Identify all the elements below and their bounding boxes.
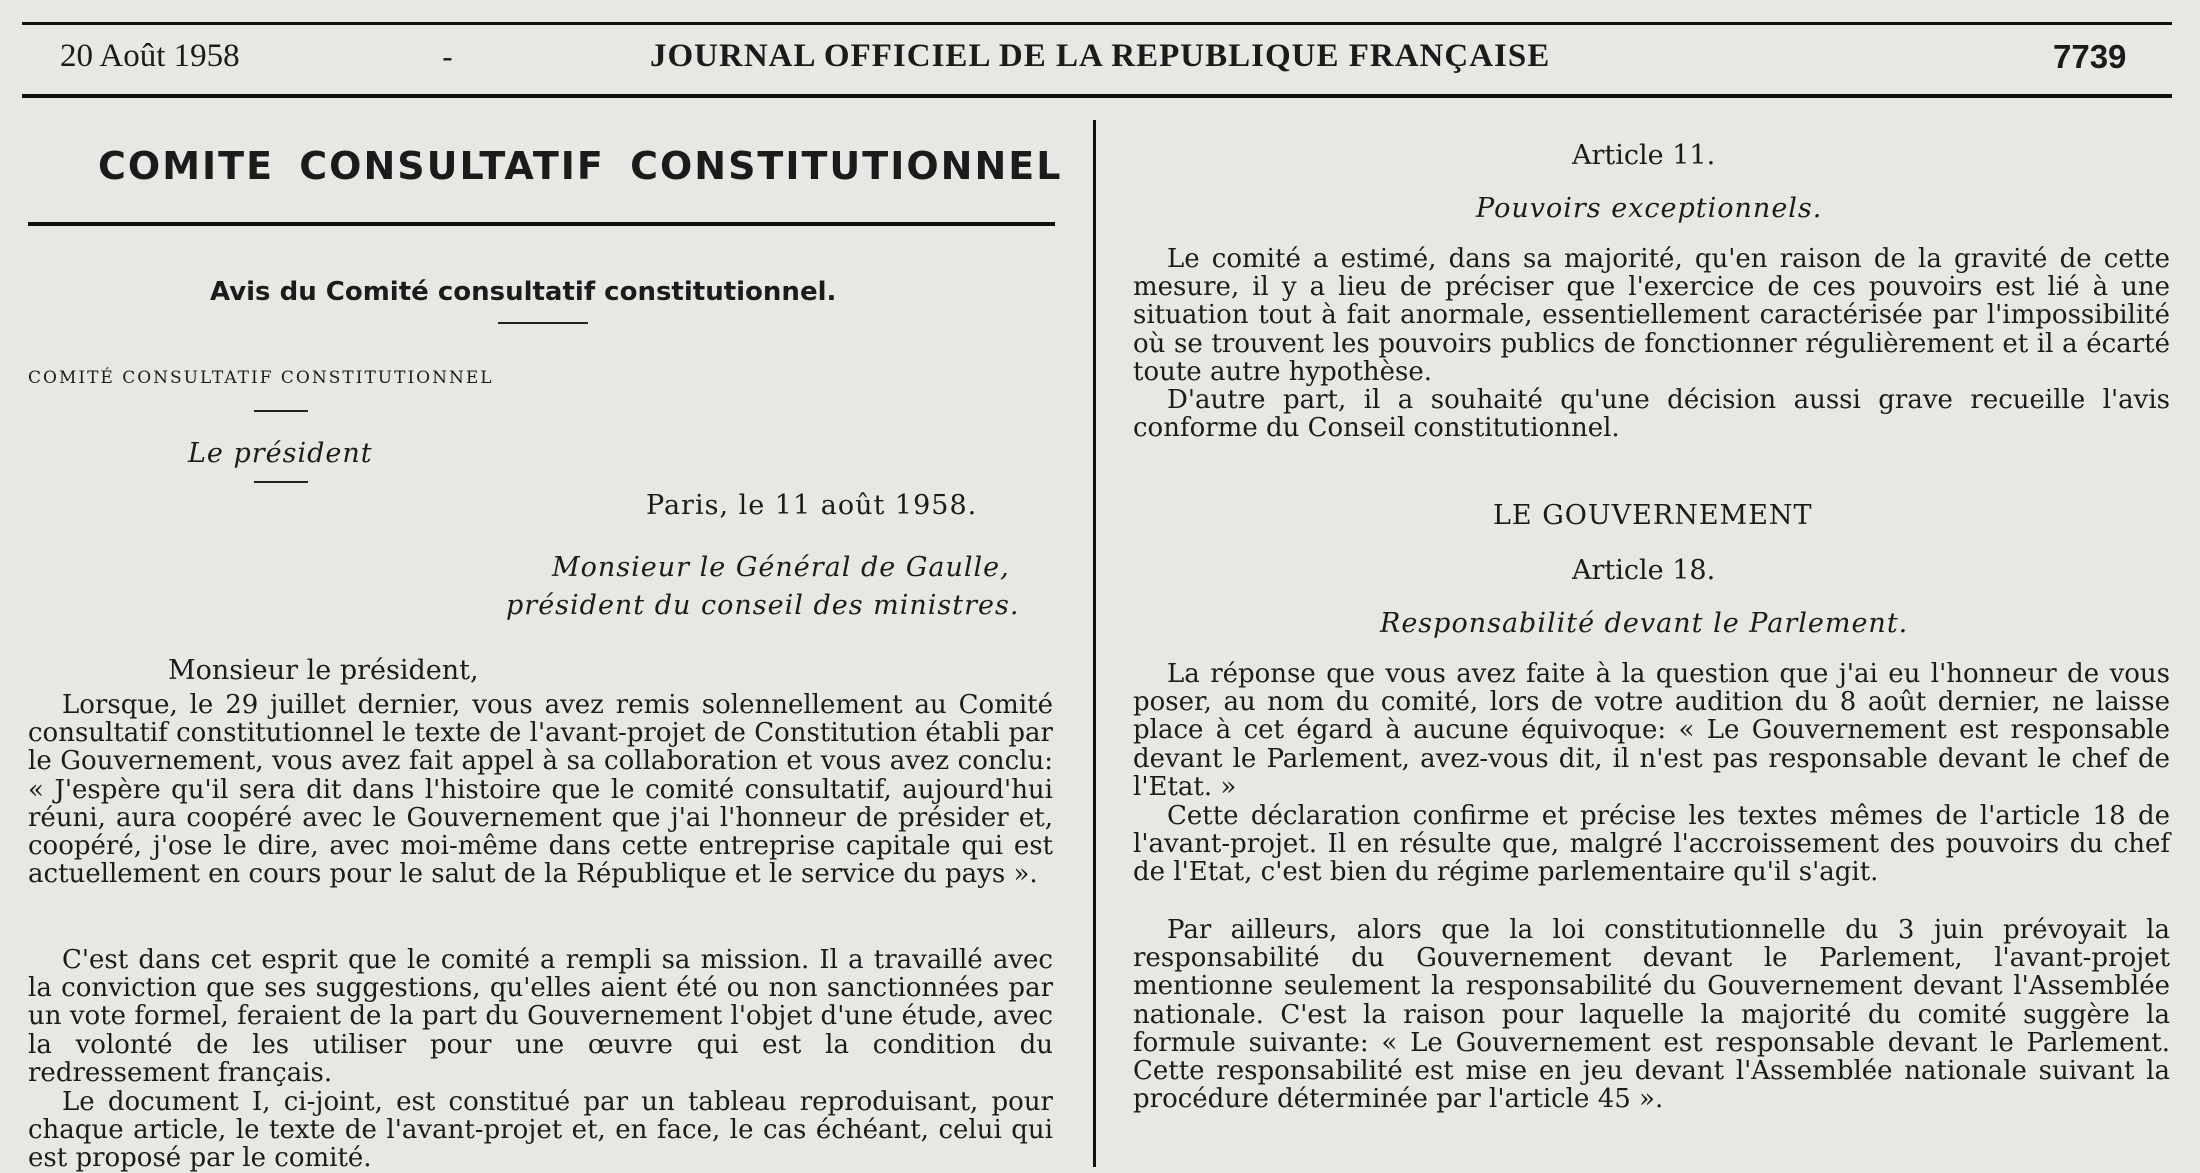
article-18-paragraph-3: Par ailleurs, alors que la loi constitutionnelle du 3 juin prévoyait la responsabilité du Gouvernement devant le Parlement, l'avant-projet mentionne seulement la responsabilité du Gouvernement devant l'Assemblée nationale. C'est la raison pour laquelle la majorité du comité suggère la formule suivante: « Le Gouvernement est responsable devant le Parlement. Cette responsabilité est mise en jeu devant l'Assemblée nationale suivant la procédure déterminée par l'article 45 ». bbox=[1133, 915, 2170, 1115]
avis-separator bbox=[498, 322, 588, 324]
letter-paragraph-2: C'est dans cet esprit que le comité a rempli sa mission. Il a travaillé avec la conviction que ses suggestions, qu'elles aient été ou non sanctionnées par un vote formel, feraient de la part du Gouvernement l'objet d'une étude, avec la volonté de les utiliser pour une œuvre qui est la condition du redressement français. bbox=[28, 945, 1053, 1088]
avis-title: Avis du Comité consultatif constitutionnel. bbox=[210, 277, 837, 307]
article-11-subtitle: Pouvoirs exceptionnels. bbox=[1476, 193, 1823, 224]
sender-separator bbox=[254, 410, 308, 412]
header-date: 20 Août 1958 bbox=[60, 38, 240, 74]
header-top-rule bbox=[22, 22, 2172, 25]
place-date: Paris, le 11 août 1958. bbox=[646, 490, 978, 521]
role-separator bbox=[254, 481, 308, 483]
article-18-heading: Article 18. bbox=[1572, 555, 1716, 586]
sender: COMITÉ CONSULTATIF CONSTITUTIONNEL bbox=[28, 368, 494, 388]
header-dash: - bbox=[442, 38, 453, 76]
section-heading: LE GOUVERNEMENT bbox=[1493, 500, 1813, 531]
column-divider bbox=[1093, 120, 1096, 1167]
committee-heading-rule bbox=[28, 222, 1055, 226]
header-bottom-rule bbox=[22, 94, 2172, 98]
article-18-paragraph-1: La réponse que vous avez faite à la question que j'ai eu l'honneur de vous poser, au nom du comité, lors de votre audition du 8 août dernier, ne laisse place à cet égard à aucune équivoque: « Le Gouvernement est responsable devant le Parlement, avez-vous dit, il n'est pas responsable devant le chef de l'Etat. » bbox=[1133, 659, 2170, 802]
addressee-line-1: Monsieur le Général de Gaulle, bbox=[552, 552, 1010, 583]
page-number: 7739 bbox=[2053, 38, 2127, 75]
journal-title: JOURNAL OFFICIEL DE LA REPUBLIQUE FRANÇAISE bbox=[650, 38, 1551, 74]
article-11-paragraph-2: D'autre part, il a souhaité qu'une décision aussi grave recueille l'avis conforme du Conseil constitutionnel. bbox=[1133, 385, 2170, 444]
article-18-subtitle: Responsabilité devant le Parlement. bbox=[1380, 608, 1909, 639]
letter-paragraph-3: Le document I, ci-joint, est constitué par un tableau reproduisant, pour chaque article, le texte de l'avant-projet et, en face, le cas échéant, celui qui est proposé par le comité. bbox=[28, 1087, 1053, 1173]
letter-paragraph-1: Lorsque, le 29 juillet dernier, vous avez remis solennellement au Comité consultatif constitutionnel le texte de l'avant-projet de Constitution établi par le Gouvernement, vous avez fait appel à sa collaboration et vous avez conclu: « J'espère qu'il sera dit dans l'histoire que le comité consultatif, aujourd'hui réuni, aura coopéré avec le Gouvernement que j'ai l'honneur de présider et, coopéré, j'ose le dire, avec moi-même dans cette entreprise capitale qui est actuellement en cours pour le salut de la République et le service du pays ». bbox=[28, 690, 1053, 890]
sender-role: Le président bbox=[188, 438, 373, 469]
salutation: Monsieur le président, bbox=[168, 655, 479, 686]
article-11-paragraph-1: Le comité a estimé, dans sa majorité, qu'en raison de la gravité de cette mesure, il y a lieu de préciser que l'exercice de ces pouvoirs est lié à une situation tout à fait anormale, essentiellement caractérisée par l'impossibilité où se trouvent les pouvoirs publics de fonctionner régulièrement et il a écarté toute autre hypothèse. bbox=[1133, 244, 2170, 387]
committee-heading: COMITE CONSULTATIF CONSTITUTIONNEL bbox=[98, 144, 1063, 188]
addressee-line-2: président du conseil des ministres. bbox=[506, 590, 1020, 621]
article-11-heading: Article 11. bbox=[1572, 140, 1716, 171]
article-18-paragraph-2: Cette déclaration confirme et précise les textes mêmes de l'article 18 de l'avant-projet. Il en résulte que, malgré l'accroissement des pouvoirs du chef de l'Etat, c'est bien du régime parlementaire qu'il s'agit. bbox=[1133, 801, 2170, 888]
